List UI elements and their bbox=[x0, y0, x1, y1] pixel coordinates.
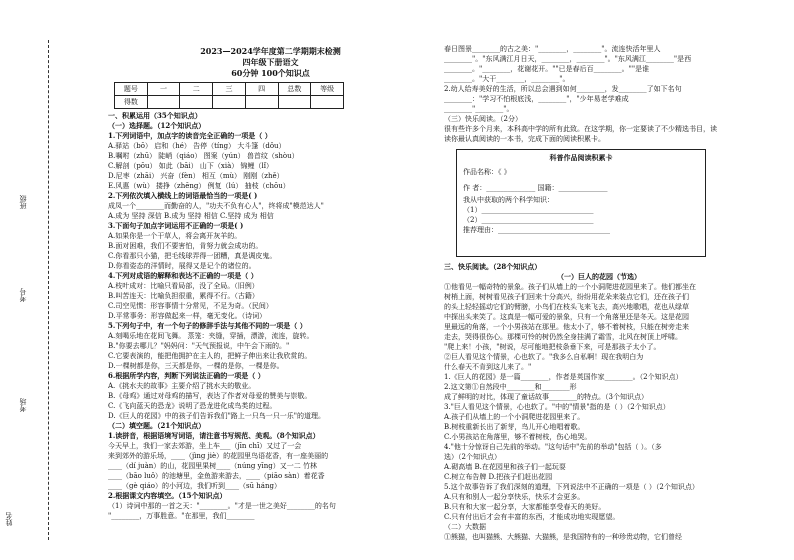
binding-margin bbox=[0, 0, 60, 560]
class-label: 班级 bbox=[19, 195, 27, 209]
passage-line: 3."巨人看见这个情景，心也软了。"中的"情景"指的是（ ）（2个知识点） bbox=[444, 403, 670, 411]
passage-line: 什么春天不肯到这儿来了。" bbox=[444, 363, 532, 371]
question-line: ____（bāo luǒ）的池塘里，金鱼游来游去，____（piāo sàn）着花香 bbox=[108, 472, 325, 480]
card-science-label: 我从中获取的两个科学知识： bbox=[463, 196, 554, 204]
score-cell: 总数 bbox=[278, 83, 311, 96]
score-table bbox=[114, 82, 344, 109]
score-cell: 等级 bbox=[311, 83, 344, 96]
question-line: A.成为 坚持 深信 B.成为 坚持 相信 C.坚持 成为 相信 bbox=[108, 212, 274, 220]
question-line: B.嘱咐（zhū） 陡峭（qiáo） 图案（yún） 兽首纹（shòu） bbox=[108, 152, 299, 160]
question-line: C.解剖（pōu） 如此（bāi） 山下（xià） 锦鲤（lǐ） bbox=[108, 162, 273, 170]
question-line: 5.下列句子中，有一个句子的修辞手法与其他不同的一项是（ ） bbox=[108, 321, 307, 330]
question-line: B.面对困难，我们不要害怕，肯努力就会成功的。 bbox=[108, 242, 263, 250]
score-cell: 二 bbox=[180, 83, 213, 96]
passage-line: A.只有和别人一起分享快乐，快乐才会更多。 bbox=[444, 493, 585, 501]
question-line: ________"________"。 bbox=[444, 105, 514, 113]
question-line: A.《挑水夫的故事》主要介绍了挑水夫的敬业。 bbox=[108, 382, 256, 390]
question-line: A.驿站（bō） 启和（hé） 告停（tíng） 大斗篷（dǒu） bbox=[108, 142, 286, 150]
passage-line: A.砌高墙 B.在花园里和孩子们一起玩耍 bbox=[444, 463, 566, 471]
passage-line: 1.《巨人的花园》是一篇________，作者是英国作家________。（2个知识点） bbox=[444, 373, 683, 381]
right-column bbox=[444, 0, 754, 542]
intro-line: 读你最认真阅读的一本书，完成下面的阅读积累卡。 bbox=[444, 135, 605, 143]
passage-line: （二）大数据 bbox=[444, 523, 486, 531]
question-line: （一）选择题。（12个知识点） bbox=[108, 121, 206, 130]
score-cell bbox=[213, 96, 246, 109]
intro-line: 很有些许多个月来，本科高中学的所有此致。在这学期，你一定要读了不少精选书目，读 bbox=[444, 125, 717, 133]
number-label: 考号 bbox=[19, 288, 27, 302]
question-line: （三）快乐阅读。（2分） bbox=[444, 115, 522, 123]
fill-in-continuation bbox=[444, 44, 754, 124]
passage-and-questions bbox=[444, 282, 754, 542]
passage-line: C.小男孩站在角落里，够不着树枝，伤心地哭。 bbox=[444, 433, 592, 441]
question-line: C.它要表演的，能把他拥护在主人的，把鲜子伸出来让我欣赏的。 bbox=[108, 352, 312, 360]
passage-title: （一）巨人的花园（节选） bbox=[557, 272, 641, 281]
question-line: 来到郊外的游乐场，____（jìng jiè）的花园里鸟语花香，有一座美丽的 bbox=[108, 452, 329, 460]
reading-card bbox=[456, 149, 706, 257]
question-line: D.平常事务：形容做起来一样，毫无变化。（诗词） bbox=[108, 312, 267, 320]
card-title-field[interactable]: 作品名称：《 》 bbox=[463, 168, 511, 176]
question-line: 3.下面句子加点字词运用不正确的一项是( ) bbox=[108, 221, 244, 230]
passage-line: 选）（2个知识点） bbox=[444, 453, 501, 461]
question-line: 1.读拼音，根据语境写词语，请注意书写规范、美观。（8个知识点） bbox=[108, 431, 320, 440]
question-line: E.风惠（wù） 搂挣（zhēng） 例复（lú） 抽枝（chōu） bbox=[108, 182, 290, 190]
passage-line: C.树立布告牌 D.把孩子们赶出花园 bbox=[444, 473, 553, 481]
exam-subject: 四年级下册语文 bbox=[242, 57, 299, 67]
question-line: ____（dí juàn）的山，花园里果树____（núng yīng）又一二 竹林 bbox=[108, 462, 317, 470]
passage-line: 4."他十分惊讶自己先前的举动。"这句话中"先前的举动"包括（ ）。（多 bbox=[444, 443, 662, 451]
question-line: B.叫苦连天：比喻负担很重，累得不行。（古籍） bbox=[108, 292, 259, 300]
passage-line: 成了鲜明的对比，体现了童话故事________的特点。（3个知识点） bbox=[444, 393, 648, 401]
left-question-list bbox=[108, 111, 433, 521]
question-line: 2.幼人给寿美好的生活，所以总会遇到如何________，发________了如下名句 bbox=[444, 85, 682, 93]
question-line: B.《母鸡》通过对母鸡的描写，表达了作者对母爱的赞美与崇敬。 bbox=[108, 392, 312, 400]
question-line: 今天早上，我们一家去郊游，坐上车___（jīn chī）又过了一会 bbox=[108, 442, 302, 450]
score-cell bbox=[245, 96, 278, 109]
question-line: D.尼枣（zhāi） 兴奋（fèn） 相互（mù） 刚刚（zhě） bbox=[108, 172, 284, 180]
question-line: 一、积累运用（35个知识点） bbox=[108, 111, 202, 120]
exam-room-label: 考场 bbox=[19, 398, 27, 412]
passage-line: 中探出头来笑了。这真是一幅可爱的景象，只有一个角落里还是冬天。这是花园 bbox=[444, 313, 689, 321]
reading-intro bbox=[444, 124, 754, 144]
passage-line: 里最远的角落，一个小男孩站在那里。他太小了，够不着树枝，只能在树旁走来 bbox=[444, 323, 689, 331]
binding-dashed-line bbox=[48, 40, 49, 540]
card-item-2[interactable]: （2）________________________________ bbox=[463, 216, 594, 224]
score-table-value-row bbox=[115, 96, 344, 109]
question-line: 2.根据课文内容填空。（15个知识点） bbox=[108, 491, 227, 500]
question-line: 4.下列对成语的解释和表达不正确的一项是（ ） bbox=[108, 271, 258, 280]
score-cell: 题号 bbox=[115, 83, 148, 96]
reading-section-heading: 三、快乐阅读。（28个知识点） bbox=[444, 262, 542, 271]
question-line: 春日图景________的古之美："________，________"。流连快活年里人 bbox=[444, 45, 661, 53]
passage-line: 2.这文第①自然段中________和________形 bbox=[444, 383, 577, 391]
question-line: C.《飞向蓝天的恐龙》说明了恐龙进化成鸟类的过程。 bbox=[108, 402, 277, 410]
passage-line: 的头上轻轻摇动它们的臂膀，小鸟们在枝头飞来飞去，高兴地歌唱，花也从绿草 bbox=[444, 303, 689, 311]
question-line: B."你要去哪儿？"妈妈问："天气预报说，中午会下雨的。" bbox=[108, 342, 290, 350]
question-line: ____（gè qiáo）的小河边，我们听到____（sū háng） bbox=[108, 482, 281, 490]
passage-line: ②巨人看见这个情景，心也软了。"我多么自私啊！现在我明白为 bbox=[444, 353, 644, 361]
question-line: A.刻喝乐地在花间飞舞。 蒸笼：夹缝，穿插，漂游，流连，旋转。 bbox=[108, 332, 314, 340]
exam-time-points: 60分钟 100个知识点 bbox=[231, 68, 310, 78]
question-line: ________。"大干________，________"。 bbox=[444, 75, 570, 83]
question-line: 6.根据所学内容，判断下列说法正确的一项是（ ） bbox=[108, 371, 265, 380]
left-column bbox=[108, 0, 433, 521]
score-cell bbox=[180, 96, 213, 109]
passage-line: ①他看见一幅奇特的景象。孩子们从墙上的一个小洞爬进花园里来了。他们都坐在 bbox=[444, 283, 696, 291]
question-line: D.一棵树都是你，三天都是你，一棵的是你，一棵是你。 bbox=[108, 362, 284, 370]
passage-line: B.只有和大家一起分享，大家都能享受春天的美好。 bbox=[444, 503, 606, 511]
score-cell bbox=[147, 96, 180, 109]
score-table-header-row bbox=[115, 83, 344, 96]
score-cell: 三 bbox=[213, 83, 246, 96]
passage-line: 走去，哭得很伤心。那棵可怜的树仍然全身挂满了霜雪，北风在树顶上呼啸。 bbox=[444, 333, 682, 341]
score-cell: 一 bbox=[147, 83, 180, 96]
exam-title: 2023—2024学年度第二学期期末检测 bbox=[200, 46, 341, 56]
question-line: A.枝叶成对：比喻只看局部，没了全局。（旧例） bbox=[108, 282, 259, 290]
question-line: ________："学习不怕根底浅，________"，"少年易老学难成 bbox=[444, 95, 629, 103]
question-line: D.《巨人的花园》中的孩子们告诉我们"路上一只鸟一只一乐"的道理。 bbox=[108, 412, 326, 420]
passage-line: 树梢上面，树树看见孩子们回来十分高兴，纷纷用花朵来装点它们，还在孩子们 bbox=[444, 293, 689, 301]
name-label: 姓名 bbox=[5, 512, 13, 526]
question-line: 成凤一个________而勤奋的人，"功夫不负有心人"，终将成"模范达人" bbox=[108, 202, 324, 210]
question-line: 1.下列词语中，加点字的读音完全正确的一项是（ ） bbox=[108, 131, 272, 140]
question-line: A.如果你是一个干草人，将会离开灰羊的。 bbox=[108, 232, 242, 240]
card-heading: 科普作品阅读积累卡 bbox=[549, 153, 613, 162]
card-item-1[interactable]: （1）________________________________ bbox=[463, 206, 594, 214]
card-recommend-field[interactable]: 推荐理由：________________________________ bbox=[463, 226, 610, 234]
card-author-field[interactable]: 作 者：______________ 国籍：______________ bbox=[463, 184, 608, 192]
question-line: 2.下列依次填入横线上的词语最恰当的一项是( ) bbox=[108, 191, 258, 200]
question-line: （1）诗词中那的一首之天："________。"才是一世之美好________的名句 bbox=[108, 502, 336, 510]
passage-line: "爬上来！小孩，"树说，尽可能地把枝条垂下来，可是那孩子太小了。 bbox=[444, 343, 661, 351]
passage-line: ①熊猫，也叫猫熊、大熊猫、大猫熊，是我国特有的一种珍贵动物，它们曾经 bbox=[444, 533, 682, 541]
passage-line: 5.这个故事告诉了我们深刻的道理，下列说法中不正确的一项是（ ）（2个知识点） bbox=[444, 483, 699, 491]
question-line: C.司空见惯：形容事情十分常见，不足为奇。（民间） bbox=[108, 302, 273, 310]
question-line: C.你看那只小猫，把毛线球弄得一团糟，真是调皮鬼。 bbox=[108, 252, 277, 260]
passage-line: A.孩子们从墙上的一个小洞爬进花园里来了。 bbox=[444, 413, 585, 421]
question-line: ________"。"东风满江月日天，________，________"。"东风满江________"是西 bbox=[444, 55, 692, 63]
score-cell: 得数 bbox=[115, 96, 148, 109]
score-cell: 四 bbox=[245, 83, 278, 96]
question-line: ________。"________，花谢花开。""已是春后百________。""是谁 bbox=[444, 65, 650, 73]
passage-line: B.树枝重新长出了新芽，鸟儿开心地唱着歌。 bbox=[444, 423, 585, 431]
passage-line: C.只有付出后才会有丰富的东西，才能成功地实现愿望。 bbox=[444, 513, 620, 521]
score-cell bbox=[311, 96, 344, 109]
score-cell bbox=[278, 96, 311, 109]
question-line: D.你看姿态的洋情时，展得又是记个的诸位的。 bbox=[108, 262, 256, 270]
question-line: （二）填空题。（21个知识点） bbox=[108, 421, 206, 430]
question-line: "________，万事胜意。"在那里，我们________ bbox=[108, 512, 255, 520]
